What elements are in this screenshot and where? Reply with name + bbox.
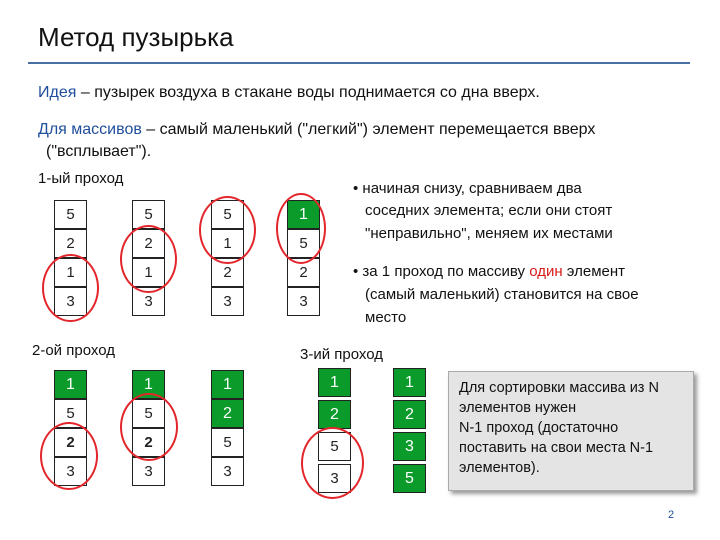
- array-cell: 3: [211, 287, 244, 316]
- array-cell: 5: [132, 399, 165, 428]
- array-cell: 2: [132, 229, 165, 258]
- arrays-line: [38, 121, 595, 139]
- array-cell: 3: [211, 457, 244, 486]
- note-line: элементов нужен: [459, 400, 577, 416]
- bullet-2-text-after: элемент: [562, 263, 626, 280]
- array-cell: 1: [132, 258, 165, 287]
- bullet-1-line-2: соседних элемента; если они стоят: [365, 202, 613, 219]
- arrays-line-2: ("всплывает").: [46, 143, 152, 160]
- compare-ring: [276, 193, 326, 264]
- bullet-2-highlight: один: [529, 263, 563, 280]
- array-cell: 2: [132, 428, 165, 457]
- compare-ring: [199, 196, 256, 264]
- array-cell: 3: [132, 287, 165, 316]
- sorted-cell: 1: [393, 368, 426, 397]
- compare-ring: [42, 254, 99, 322]
- array-cell: 3: [318, 464, 351, 493]
- array-cell: 3: [54, 457, 87, 486]
- array-cell: 1: [211, 229, 244, 258]
- array-cell: 5: [287, 229, 320, 258]
- note-line: N-1 проход (достаточно: [459, 420, 619, 436]
- array-cell: 3: [132, 457, 165, 486]
- bullet-2-line-2: (самый маленький) становится на свое: [365, 286, 639, 303]
- title-underline: [28, 62, 690, 64]
- pass-label-3: 3-ий проход: [300, 346, 383, 363]
- array-cell: 2: [211, 258, 244, 287]
- info-note: [448, 371, 694, 491]
- sorted-cell: 1: [211, 370, 244, 399]
- compare-ring: [40, 422, 98, 490]
- array-cell: 5: [211, 428, 244, 457]
- sorted-cell: 2: [393, 400, 426, 429]
- array-cell: 5: [318, 432, 351, 461]
- pass-label-2: 2-ой проход: [32, 342, 115, 359]
- bullet-1-line-3: "неправильно", меняем их местами: [365, 225, 613, 242]
- array-cell: 3: [54, 287, 87, 316]
- compare-ring: [301, 427, 364, 499]
- array-cell: 5: [54, 200, 87, 229]
- array-cell: 5: [132, 200, 165, 229]
- array-cell: 5: [211, 200, 244, 229]
- bullet-2-line-1: [353, 263, 625, 280]
- compare-ring: [120, 225, 177, 293]
- sorted-cell: 1: [318, 368, 351, 397]
- arrays-text: – самый маленький ("легкий") элемент перемещается вверх: [141, 121, 596, 138]
- bullet-2-line-3: место: [365, 309, 407, 326]
- sorted-cell: 5: [393, 464, 426, 493]
- bullet-1-line-1: • начиная снизу, сравниваем два: [353, 180, 582, 197]
- arrays-term: Для массивов: [38, 121, 142, 138]
- array-cell: 2: [54, 229, 87, 258]
- idea-line: [38, 84, 540, 102]
- sorted-cell: 1: [132, 370, 165, 399]
- page-number: 2: [668, 509, 675, 521]
- sorted-cell: 1: [287, 200, 320, 229]
- array-cell: 2: [54, 428, 87, 457]
- idea-term: Идея: [38, 84, 77, 101]
- idea-text: – пузырек воздуха в стакане воды поднимается со дна вверх.: [76, 84, 540, 101]
- note-line: Для сортировки массива из N: [459, 380, 659, 396]
- sorted-cell: 3: [393, 432, 426, 461]
- slide-title: Метод пузырька: [38, 22, 234, 52]
- sorted-cell: 2: [211, 399, 244, 428]
- note-line: элементов).: [459, 460, 540, 476]
- array-cell: 2: [287, 258, 320, 287]
- sorted-cell: 1: [54, 370, 87, 399]
- sorted-cell: 2: [318, 400, 351, 429]
- array-cell: 3: [287, 287, 320, 316]
- bullet-2-text-before: • за 1 проход по массиву: [353, 263, 530, 280]
- array-cell: 1: [54, 258, 87, 287]
- compare-ring: [120, 393, 178, 461]
- note-line: поставить на свои места N-1: [459, 440, 654, 456]
- pass-label-1: 1-ый проход: [38, 170, 124, 187]
- array-cell: 5: [54, 399, 87, 428]
